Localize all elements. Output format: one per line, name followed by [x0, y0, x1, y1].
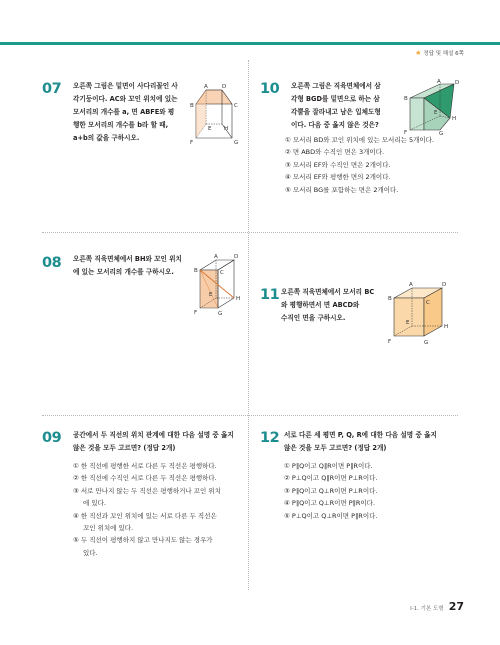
- vertex-label-b: B: [194, 268, 198, 274]
- vertex-label-d: D: [234, 254, 239, 260]
- choice-4: ④ 한 직선과 꼬인 위치에 있는 서로 다른 두 직선은 꼬인 위치에 있다.: [73, 511, 217, 533]
- answer-reference-text: 정답 및 해설 6쪽: [423, 51, 464, 57]
- problem-number: 10: [260, 81, 280, 97]
- top-rule: [0, 42, 500, 45]
- vertex-label-a: A: [204, 84, 208, 90]
- vertex-label-a: A: [214, 254, 218, 260]
- vertex-label-b: B: [190, 103, 194, 109]
- problem-number: 11: [260, 287, 280, 303]
- vertex-label-b: B: [404, 96, 408, 102]
- vertex-label-h: H: [452, 116, 457, 122]
- page-number: 27: [448, 600, 464, 613]
- vertex-label-f: F: [404, 130, 408, 136]
- page-footer: [410, 600, 464, 613]
- problem-number: 08: [42, 255, 62, 271]
- row-divider-2: [42, 415, 458, 416]
- choice-2: ② P⊥Q이고 Q∥R이면 P⊥R이다.: [284, 474, 378, 483]
- vertex-label-a: A: [437, 79, 441, 85]
- choice-5: ⑤ 두 직선이 평행하지 않고 만나지도 않는 경우가 있다.: [73, 536, 213, 557]
- vertex-label-e: E: [434, 110, 438, 116]
- vertex-label-f: F: [190, 140, 194, 146]
- vertex-label-d: D: [222, 84, 227, 90]
- vertex-label-f: F: [194, 310, 198, 316]
- cuboid-diagonal-figure: [192, 252, 244, 318]
- choice-2: ② 면 ABD와 수직인 면은 3개이다.: [285, 148, 385, 157]
- choice-1: ① 한 직선에 평행한 서로 다른 두 직선은 평행하다.: [73, 462, 217, 470]
- vertex-label-d: D: [442, 282, 447, 288]
- vertex-label-c: C: [234, 103, 238, 109]
- choice-list: [284, 460, 464, 522]
- choice-5: ⑤ P⊥Q이고 Q⊥R이면 P∥R이다.: [284, 511, 378, 520]
- choice-3: ③ P∥Q이고 Q⊥R이면 P⊥R이다.: [284, 486, 378, 495]
- choice-5: ⑤ 모서리 BG를 포함하는 면은 2개이다.: [285, 185, 399, 194]
- vertex-label-a: A: [409, 282, 413, 288]
- answer-reference: [415, 49, 464, 57]
- problem-number: 12: [260, 430, 280, 446]
- choice-1: ① P∥Q이고 Q∥R이면 P∥R이다.: [284, 462, 373, 470]
- vertex-label-b: B: [388, 296, 392, 302]
- vertex-label-h: H: [224, 126, 229, 132]
- problem-text: 서로 다른 세 평면 P, Q, R에 대한 다음 설명 중 옳지 않은 것을 모두 고르면? (정답 2개): [284, 431, 437, 452]
- vertex-label-e: E: [208, 126, 212, 132]
- choice-4: ④ P∥Q이고 Q⊥R이면 P∥R이다.: [284, 499, 376, 508]
- trapezoid-prism-figure: [188, 80, 246, 152]
- choice-3: ③ 모서리 EF와 수직인 면은 2개이다.: [285, 160, 391, 169]
- vertex-label-g: G: [439, 131, 444, 136]
- vertex-label-g: G: [424, 340, 429, 346]
- choice-3: ③ 서로 만나지 않는 두 직선은 평행하거나 꼬인 위치 에 있다.: [73, 486, 221, 508]
- problem-text: 오른쪽 직육면체에서 BH와 꼬인 위치 에 있는 모서리의 개수를 구하시오.: [73, 255, 182, 276]
- cut-cuboid-figure: [404, 78, 466, 136]
- problem-number: 09: [42, 430, 62, 446]
- vertex-label-c: C: [426, 300, 430, 306]
- choice-2: ② 한 직선에 수직인 서로 다른 두 직선은 평행하다.: [73, 474, 217, 483]
- column-divider: [248, 60, 249, 590]
- problem-text: 오른쪽 그림은 직육면체에서 삼 각형 BGD를 밑면으로 하는 삼 각뿔을 잘라내고 남은 입체도형 이다. 다음 중 옳지 않은 것은?: [291, 82, 381, 129]
- problem-number: 07: [42, 81, 62, 97]
- choice-list: [73, 460, 243, 559]
- vertex-label-h: H: [444, 324, 449, 330]
- vertex-label-f: F: [388, 339, 392, 345]
- row-divider-1: [42, 232, 458, 233]
- vertex-label-g: G: [234, 140, 239, 146]
- choice-1: ① 모서리 BD와 꼬인 위치에 있는 모서리는 5개이다.: [285, 136, 434, 144]
- vertex-label-e: E: [209, 292, 213, 298]
- vertex-label-g: G: [218, 311, 223, 317]
- vertex-label-h: H: [236, 296, 241, 302]
- cuboid-figure: [380, 280, 466, 350]
- choice-4: ④ 모서리 EF와 평행한 면의 2개이다.: [285, 173, 391, 182]
- choice-list: [285, 134, 475, 196]
- vertex-label-c: C: [220, 270, 224, 276]
- problem-text: 오른쪽 직육면체에서 모서리 BC 와 평행하면서 면 ABCD와 수직인 면을 구하시오.: [281, 288, 375, 322]
- vertex-label-d: D: [455, 80, 460, 86]
- problem-text: 공간에서 두 직선의 위치 관계에 대한 다음 설명 중 옳지 않은 것을 모두 고르면? (정답 2개): [73, 431, 234, 452]
- section-label: Ⅰ-1. 기본 도형: [410, 606, 444, 612]
- problem-text: 오른쪽 그림은 밑면이 사다리꼴인 사 각기둥이다. AC와 꼬인 위치에 있는 모서리의 개수를 a, 면 ABFE와 평 행한 모서리의 개수를 b라 할 때, a+b의 값을 구하시오.: [73, 82, 178, 142]
- vertex-label-e: E: [406, 320, 410, 326]
- star-icon: ★: [415, 48, 422, 57]
